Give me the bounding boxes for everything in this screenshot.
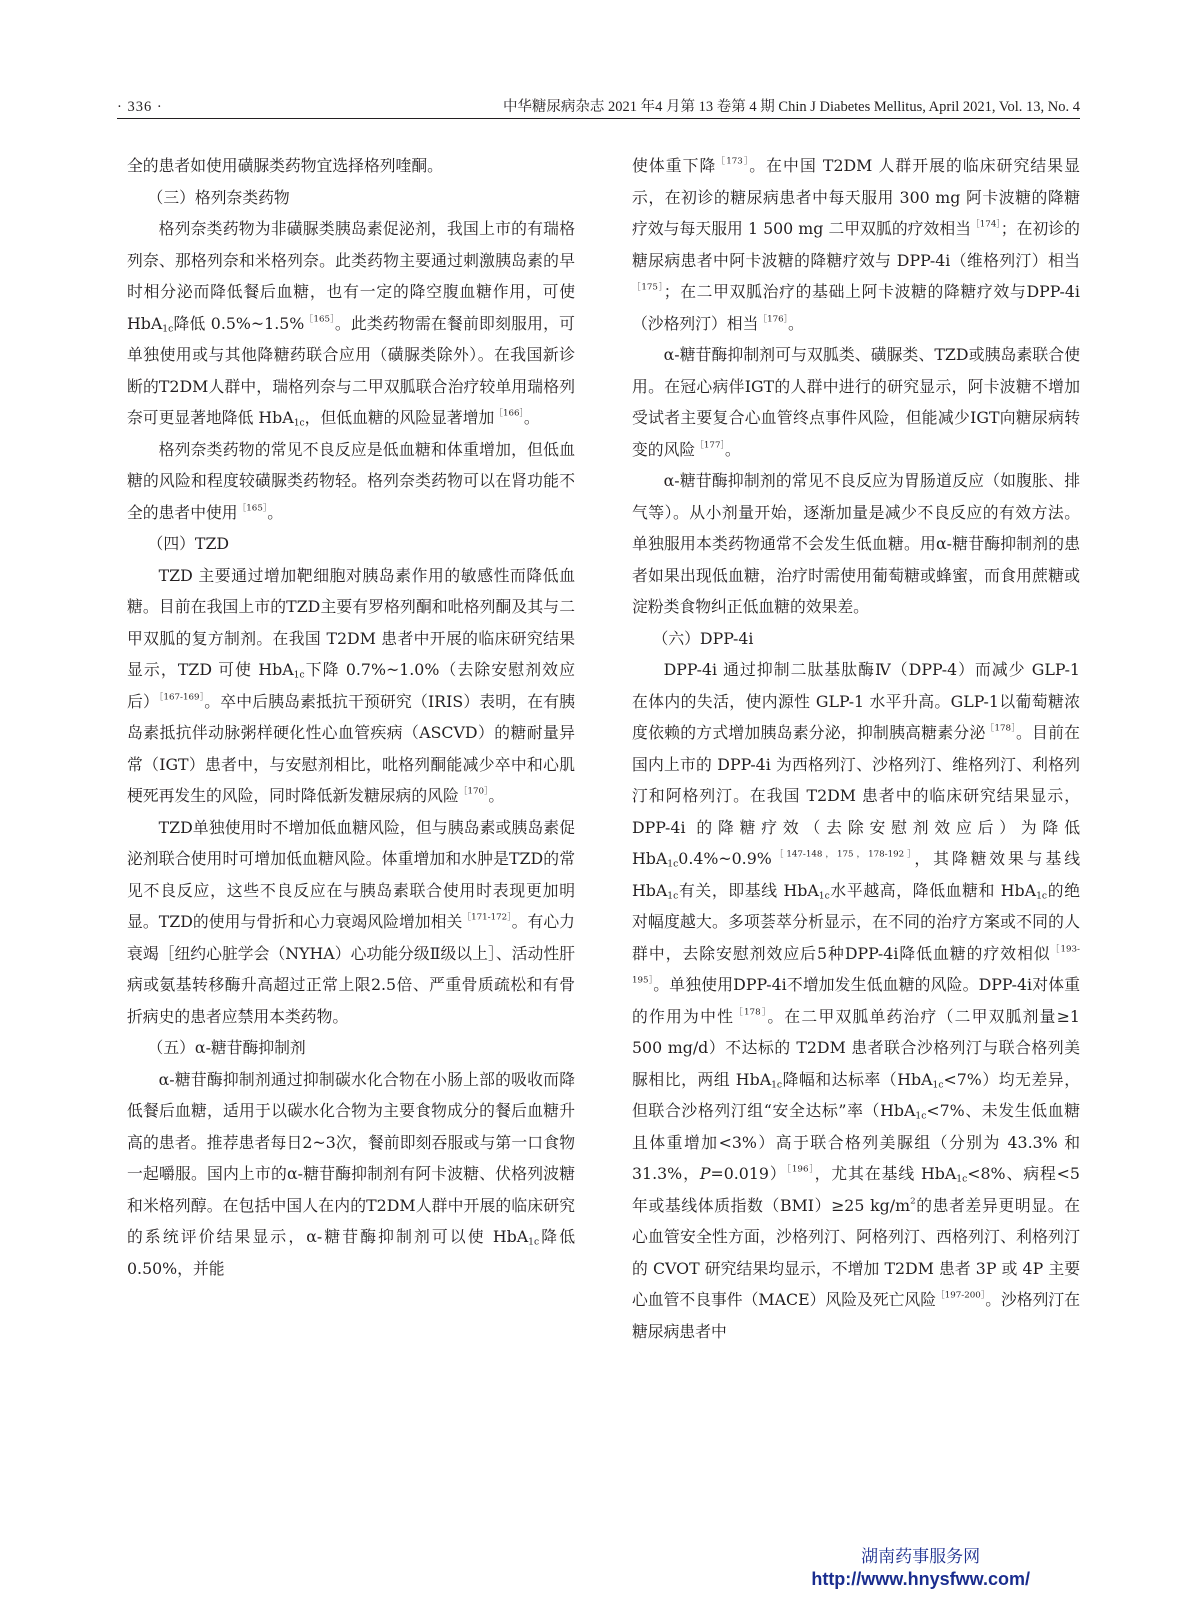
paragraph: [127, 1064, 575, 1285]
text-run: 下降 0.7%~1.0%（去除安慰剂效应后）: [127, 660, 575, 711]
text-run: 降低 0.5%~1.5%: [173, 313, 305, 333]
watermark-site-name: 湖南药事服务网: [861, 1547, 981, 1566]
superscript: ［175］: [632, 282, 664, 293]
paragraph: [632, 339, 1080, 465]
subscript: 1c: [771, 1078, 783, 1090]
subscript: 1c: [932, 1078, 944, 1090]
subscript: 1c: [293, 417, 305, 429]
paragraph: [632, 150, 1080, 339]
text-run: 。在中国 T2DM 人群开展的临床研究结果显示，在初诊的糖尿病患者中每天服用 300 mg 阿卡波糖的降糖疗效与每天服用 1 500 mg 二甲双胍的疗效相当: [632, 156, 1080, 238]
text-run: ，但低血糖的风险显著增加: [304, 408, 495, 427]
subscript: 1c: [818, 889, 830, 901]
superscript: ［178］: [985, 723, 1016, 734]
text-run: 使体重下降: [632, 156, 717, 175]
superscript: ［173］: [716, 156, 750, 167]
superscript: ［165］: [237, 503, 268, 514]
watermark: [811, 1545, 1030, 1591]
left-column: [127, 150, 575, 1284]
text-run: ，尤其在基线 HbA: [814, 1164, 957, 1183]
text-run: <8%、病程<5 年或基线体质指数（BMI）≥25 kg/m: [632, 1164, 1080, 1215]
text-run: （五）α-糖苷酶抑制剂: [147, 1038, 306, 1057]
superscript: ［178］: [734, 1007, 768, 1018]
section-heading: [127, 528, 575, 560]
paragraph: [127, 560, 575, 812]
subscript: 1c: [293, 669, 305, 681]
text-run: 。: [724, 439, 741, 459]
superscript: 2: [910, 1196, 916, 1207]
text-run: ；在初诊的糖尿病患者中阿卡波糖的降糖疗效与 DPP-4i（维格列汀）相当: [632, 219, 1080, 270]
text-run: ，其降糖效果与基线 HbA: [632, 849, 1080, 900]
subscript: 1c: [667, 858, 679, 870]
text-run: 降低 0.50%，并能: [127, 1227, 575, 1278]
text-run: <7%、未发生低血糖且体重增加<3%）高于联合格列美脲组（分别为 43.3% 和 31.3%，: [632, 1101, 1080, 1183]
watermark-url[interactable]: http://www.hnysfww.com/: [811, 1569, 1030, 1589]
text-run: 降幅和达标率（HbA: [782, 1069, 933, 1089]
text-run: 。卒中后胰岛素抵抗干预研究（IRIS）表明，在有胰岛素抵抗伴动脉粥样硬化性心血管疾病（ASCVD）的糖耐量异常（IGT）患者中，与安慰剂相比，吡格列酮能减少卒中和心肌梗死再发生的风险，同时降低新发糖尿病的风险: [127, 691, 575, 805]
running-header: [117, 96, 1080, 119]
text-run: =0.019）: [710, 1164, 787, 1183]
subscript: 1c: [162, 322, 174, 334]
subscript: 1c: [956, 1173, 968, 1185]
text-run: 。: [267, 502, 284, 522]
right-column: [632, 150, 1080, 1347]
text-run: 。在二甲双胍单药治疗（二甲双胍剂量≥1 500 mg/d）不达标的 T2DM 患者联合沙格列汀与联合格列美脲相比，两组 HbA: [632, 1006, 1080, 1089]
superscript: ［177］: [695, 440, 725, 451]
text-run: 0.4%~0.9%: [678, 849, 772, 868]
superscript: ［147-148，175，178-192］: [771, 849, 915, 860]
text-run: 全的患者如使用磺脲类药物宜选择格列喹酮。: [127, 156, 443, 175]
text-run: <7%）均无差异，但联合沙格列汀组“安全达标”率（HbA: [632, 1069, 1081, 1120]
superscript: ［174］: [971, 219, 1001, 230]
text-run: α-糖苷酶抑制剂可与双胍类、磺脲类、TZD或胰岛素联合使用。在冠心病伴IGT的人群中进行的研究显示，阿卡波糖不增加受试者主要复合心血管终点事件风险，但能减少IGT向糖尿病转变的风险: [632, 345, 1080, 459]
section-heading: [632, 623, 1080, 655]
text-run: 。: [523, 408, 540, 427]
paragraph: [127, 812, 575, 1033]
journal-citation: 中华糖尿病杂志 2021 年4 月第 13 卷第 4 期 Chin J Diabetes Mellitus, April 2021, Vol. 13, No. 4: [502, 99, 1080, 115]
superscript: ［193-195］: [632, 944, 1080, 986]
text-run: TZD 主要通过增加靶细胞对胰岛素作用的敏感性而降低血糖。目前在我国上市的TZD主要有罗格列酮和吡格列酮及其与二甲双胍的复方制剂。在我国 T2DM 患者中开展的临床研究结果显示，TZD 可使 HbA: [127, 565, 575, 679]
superscript: ［167-169］: [158, 692, 205, 703]
subscript: 1c: [528, 1236, 540, 1248]
text-run: 格列奈类药物为非磺脲类胰岛素促泌剂，我国上市的有瑞格列奈、那格列奈和米格列奈。此类药物主要通过刺激胰岛素的早时相分泌而降低餐后血糖，也有一定的降空腹血糖作用，可使 HbA: [127, 219, 575, 333]
superscript: ［170］: [458, 786, 489, 797]
paragraph: [127, 150, 575, 182]
subscript: 1c: [915, 1110, 927, 1122]
superscript: ［196］: [786, 1164, 815, 1175]
subscript: 1c: [667, 889, 679, 901]
text-run: α-糖苷酶抑制剂的常见不良反应为胃肠道反应（如腹胀、排气等）。从小剂量开始，逐渐加量是减少不良反应的有效方法。单独服用本类药物通常不会发生低血糖。用α-糖苷酶抑制剂的患者如果出现低血糖，治疗时需使用葡萄糖或蜂蜜，而食用蔗糖或淀粉类食物纠正低血糖的效果差。: [632, 471, 1080, 616]
paragraph: [632, 654, 1080, 1347]
superscript: ［197-200］: [936, 1290, 986, 1301]
superscript: ［171-172］: [462, 912, 512, 923]
text-run: TZD单独使用时不增加低血糖风险，但与胰岛素或胰岛素促泌剂联合使用时可增加低血糖风险。体重增加和水肿是TZD的常见不良反应，这些不良反应在与胰岛素联合使用时表现更加明显。TZD的使用与骨折和心力衰竭风险增加相关: [127, 817, 575, 931]
paragraph: [127, 213, 575, 434]
section-heading: [127, 1032, 575, 1064]
text-run: 。单独使用DPP-4i不增加发生低血糖的风险。DPP-4i对体重的作用为中性: [632, 975, 1081, 1026]
text-run: 的绝对幅度越大。多项荟萃分析显示，在不同的治疗方案或不同的人群中，去除安慰剂效应后5种DPP-4i降低血糖的疗效相似: [632, 880, 1080, 963]
text-run: 的患者差异更明显。在心血管安全性方面，沙格列汀、阿格列汀、西格列汀、利格列汀的 CVOT 研究结果均显示，不增加 T2DM 患者 3P 或 4P 主要心血管不良事件（MACE）风险及死亡风险: [632, 1195, 1080, 1309]
superscript: ［165］: [304, 314, 335, 325]
text-run: 。此类药物需在餐前即刻服用，可单独使用或与其他降糖药联合应用（磺脲类除外）。在我国新诊断的T2DM人群中，瑞格列奈与二甲双胍联合治疗较单用瑞格列奈可更显著地降低 HbA: [127, 313, 575, 427]
text-run: 水平越高，降低血糖和 HbA: [829, 880, 1037, 900]
paragraph: [127, 434, 575, 529]
superscript: ［176］: [758, 314, 789, 325]
text-run: （三）格列奈类药物: [147, 187, 290, 207]
text-run: 有关，即基线 HbA: [678, 880, 819, 900]
superscript: ［166］: [494, 408, 524, 419]
page-number: · 336 ·: [117, 99, 163, 115]
text-run: α-糖苷酶抑制剂通过抑制碳水化合物在小肠上部的吸收而降低餐后血糖，适用于以碳水化合物为主要食物成分的餐后血糖升高的患者。推荐患者每日2~3次，餐前即刻吞服或与第一口食物一起嚼服。国内上市的α-糖苷酶抑制剂有阿卡波糖、伏格列波糖和米格列醇。在包括中国人在内的T2DM人群中开展的临床研究的系统评价结果显示，α-糖苷酶抑制剂可以使 HbA: [127, 1069, 575, 1246]
paragraph: [632, 465, 1080, 623]
text-run: ；在二甲双胍治疗的基础上阿卡波糖的降糖疗效与DPP-4i（沙格列汀）相当: [632, 282, 1080, 333]
text-run: DPP-4i 通过抑制二肽基肽酶Ⅳ（DPP-4）而减少 GLP-1 在体内的失活，使内源性 GLP-1 水平升高。GLP-1以葡萄糖浓度依赖的方式增加胰岛素分泌，抑制胰高糖素分泌: [632, 660, 1080, 742]
text-run: 。有心力衰竭［纽约心脏学会（NYHA）心功能分级Ⅱ级以上］、活动性肝病或氨基转移酶升高超过正常上限2.5倍、严重骨质疏松和有骨折病史的患者应禁用本类药物。: [127, 912, 575, 1026]
text-run: 。: [488, 786, 505, 805]
text-run: 。目前在国内上市的 DPP-4i 为西格列汀、沙格列汀、维格列汀、利格列汀和阿格列汀。在我国 T2DM 患者中的临床研究结果显示，DPP-4i 的降糖疗效（去除安慰剂效应后）为降低 HbA: [632, 723, 1080, 868]
text-run: （四）TZD: [147, 534, 230, 553]
text-run: 。: [788, 313, 804, 333]
text-run: 。沙格列汀在糖尿病患者中: [632, 1290, 1080, 1341]
italic-text: P: [699, 1164, 711, 1183]
text-run: 格列奈类药物的常见不良反应是低血糖和体重增加，但低血糖的风险和程度较磺脲类药物轻。格列奈类药物可以在肾功能不全的患者中使用: [127, 439, 575, 522]
subscript: 1c: [1036, 889, 1048, 901]
section-heading: [127, 182, 575, 214]
text-run: （六）DPP-4i: [652, 628, 754, 648]
